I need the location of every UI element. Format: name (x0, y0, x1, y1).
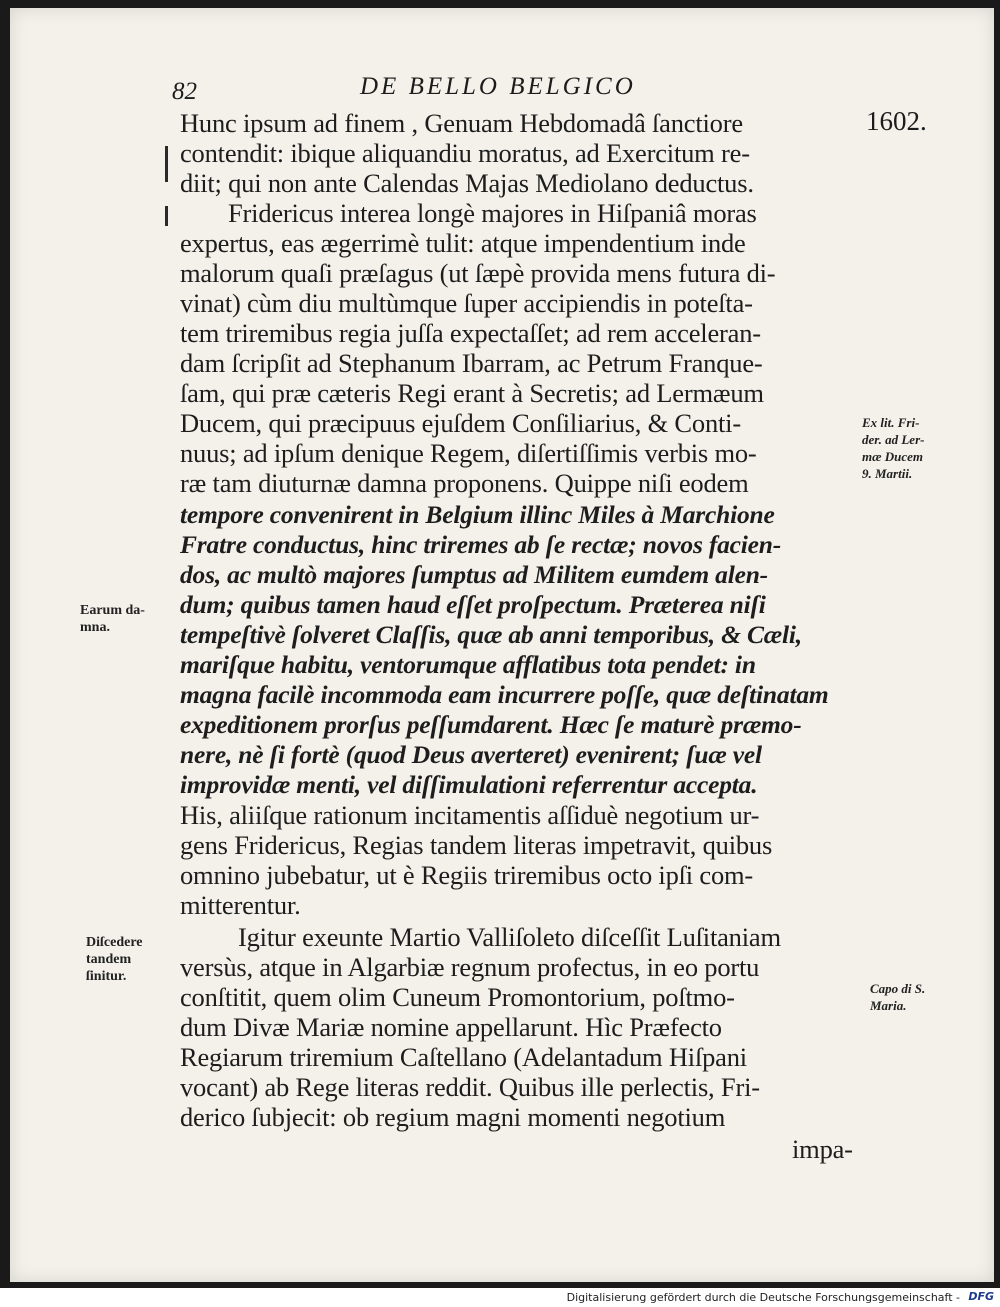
text-line: tempore convenirent in Belgium illinc Miles à Marchione (180, 500, 775, 529)
catchword: impa- (792, 1134, 853, 1164)
text-line: ſam, qui præ cæteris Regi erant à Secretis; ad Lermæum (180, 378, 764, 408)
text-line: omnino jubebatur, ut è Regiis triremibus octo ipſi com- (180, 860, 754, 890)
text-line: nere, nè ſi fortè (quod Deus averteret) evenirent; ſuæ vel (180, 740, 762, 769)
text-line: Regiarum triremium Caſtellano (Adelantadum Hiſpani (180, 1042, 747, 1072)
margin-note-source: Ex lit. Fri- der. ad Ler- mæ Ducem 9. Martii. (862, 415, 925, 481)
text-line: derico ſubjecit: ob regium magni momenti negotium (180, 1102, 726, 1132)
margin-note-left: Diſcedere tandem ſinitur. (86, 935, 143, 984)
text-line: Hunc ipsum ad finem , Genuam Hebdomadâ ſanctiore (180, 108, 743, 138)
text-line: expeditionem prorſus peſſumdarent. Hæc ſe maturè præmo- (180, 710, 802, 739)
text-line: ræ tam diuturnæ damna proponens. Quippe niſi eodem (180, 468, 749, 498)
text-line: mariſque habitu, ventorumque afflatibus tota pendet: in (180, 650, 756, 679)
text-line: nuus; ad ipſum denique Regem, diſertiſſimis verbis mo- (180, 438, 757, 468)
text-line: Igitur exeunte Martio Valliſoleto diſceſſit Luſitaniam (238, 922, 781, 952)
text-line: vinat) cùm diu multùmque ſuper accipiendis in poteſta- (180, 288, 753, 318)
text-line: expertus, eas ægerrimè tulit: atque impendentium inde (180, 228, 746, 258)
dfg-logo-icon: DFG (968, 1290, 994, 1303)
text-line: dam ſcripſit ad Stephanum Ibarram, ac Petrum Franque- (180, 348, 763, 378)
text-line: malorum quaſi præſagus (ut ſæpè provida mens futura di- (180, 258, 776, 288)
text-line: Fratre conductus, hinc triremes ab ſe rectæ; novos facien- (180, 530, 782, 559)
margin-note-left: Earum da- mna. (80, 603, 145, 635)
text-line: vocant) ab Rege literas reddit. Quibus ille perlectis, Fri- (180, 1072, 760, 1102)
text-line: tem triremibus regia juſſa expectaſſet; ad rem acceleran- (180, 318, 761, 348)
text-line: tempeſtivè ſolveret Claſſis, quæ ab anni temporibus, & Cæli, (180, 620, 802, 649)
text-line: dum; quibus tamen haud eſſet proſpectum. Præterea niſi (180, 590, 766, 619)
text-line: gens Fridericus, Regias tandem literas impetravit, quibus (180, 830, 773, 860)
text-line: mitterentur. (180, 890, 301, 920)
text-line: Ducem, qui præcipuus ejuſdem Conſiliarius, & Conti- (180, 408, 741, 438)
text-line: diit; qui non ante Calendas Majas Mediolano deductus. (180, 168, 754, 198)
text-line: improvidæ menti, vel diſſimulationi referrentur accepta. (180, 770, 758, 799)
text-line: conſtitit, quem olim Cuneum Promontorium, poſtmo- (180, 982, 735, 1012)
text-line: Fridericus interea longè majores in Hiſpaniâ moras (228, 198, 757, 228)
running-title: DE BELLO BELGICO (360, 73, 636, 100)
margin-note-place: Capo di S. Maria. (870, 981, 926, 1013)
text-line: dum Divæ Mariæ nomine appellarunt. Hìc Præfecto (180, 1012, 722, 1042)
text-line: magna facilè incommoda eam incurrere poſſe, quæ deſtinatam (180, 680, 829, 709)
text-line: His, aliiſque rationum incitamentis aſſiduè negotium ur- (180, 800, 760, 830)
page-number: 82 (172, 78, 197, 105)
footer-credit: Digitalisierung gefördert durch die Deutsche Forschungsgemeinschaft - (566, 1291, 960, 1304)
text-line: dos, ac multò majores ſumptus ad Militem eumdem alen- (180, 560, 768, 589)
margin-bracket (165, 146, 168, 182)
text-line: versùs, atque in Algarbiæ regnum profectus, in eo portu (180, 952, 760, 982)
margin-bracket (165, 206, 168, 226)
year-marker: 1602. (866, 106, 927, 136)
text-line: contendit: ibique aliquandiu moratus, ad Exercitum re- (180, 138, 750, 168)
